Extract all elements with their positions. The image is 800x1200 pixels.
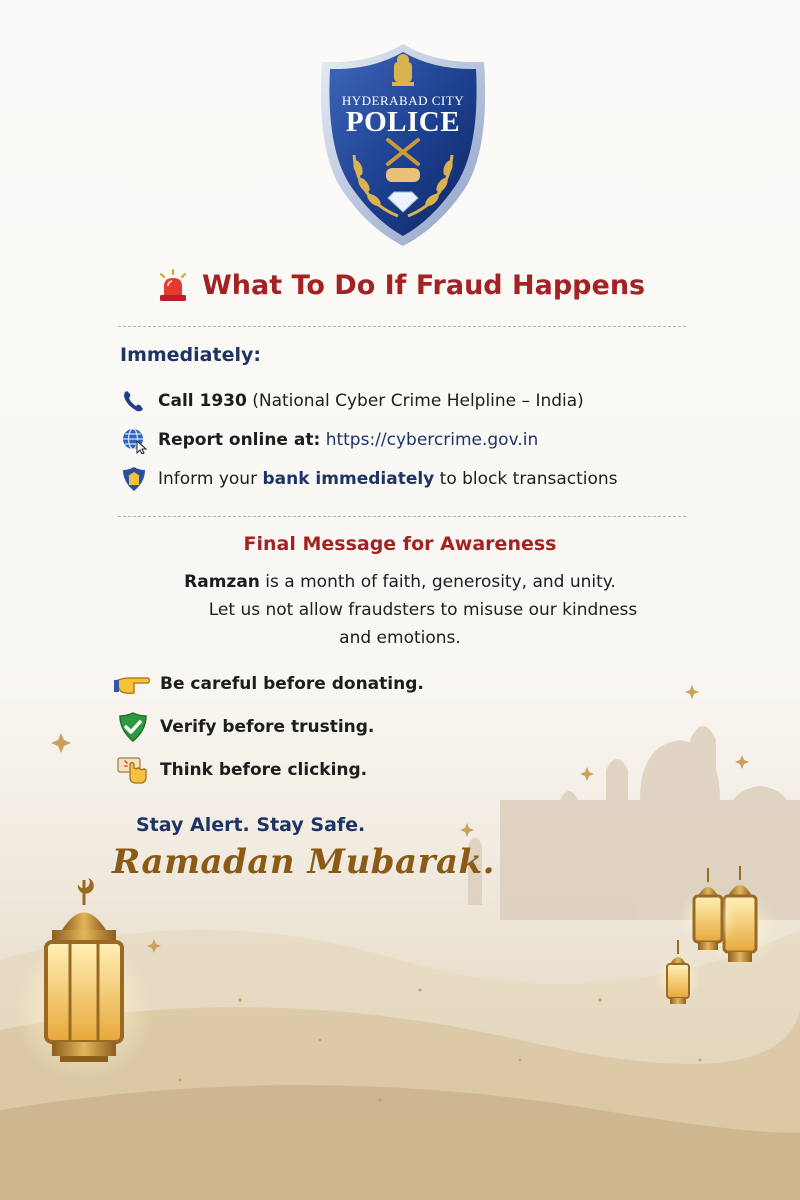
headline-text: What To Do If Fraud Happens	[201, 269, 646, 301]
message-line-2: Let us not allow fraudsters to misuse our kindness	[208, 600, 638, 620]
message-line-1: Ramzan is a month of faith, generosity, and unity.	[184, 572, 616, 592]
lantern-left	[14, 878, 154, 1080]
ramadan-mubarak-greeting: Ramadan Mubarak.	[112, 842, 495, 882]
message-ramzan: Ramzan	[184, 572, 260, 592]
awareness-message	[0, 568, 800, 652]
immediately-title: Immediately:	[120, 344, 261, 366]
click-hand-icon	[114, 755, 152, 785]
badge-police-label: POLICE	[345, 106, 461, 138]
tip-donating	[114, 668, 424, 700]
globe-icon	[120, 426, 148, 454]
stay-alert-slogan: Stay Alert. Stay Safe.	[136, 814, 366, 836]
mosque-silhouette	[468, 726, 800, 920]
divider-middle	[118, 516, 686, 517]
bank-shield-icon	[120, 465, 148, 493]
awareness-title: Final Message for Awareness	[243, 533, 557, 555]
tip-clicking	[114, 754, 367, 786]
step-call-rest: (National Cyber Crime Helpline – India)	[246, 391, 584, 411]
siren-icon	[155, 268, 191, 302]
step-bank-pre: Inform your	[158, 469, 263, 489]
tip-clicking-text: Think before clicking.	[160, 760, 368, 780]
step-call-helpline	[120, 387, 584, 415]
message-line-3: and emotions.	[339, 628, 461, 648]
headline	[0, 268, 800, 302]
cybercrime-link[interactable]: https://cybercrime.gov.in	[325, 430, 539, 450]
step-report-bold: Report online at:	[158, 430, 321, 450]
check-shield-icon	[114, 712, 152, 742]
phone-icon	[120, 387, 148, 415]
step-bank-post: to block transactions	[434, 469, 618, 489]
pointing-hand-icon	[114, 669, 152, 699]
tip-donating-text: Be careful before donating.	[160, 674, 424, 694]
step-bank-bold: bank immediately	[262, 469, 435, 489]
step-report-online	[120, 426, 538, 454]
police-badge-logo	[314, 40, 492, 250]
badge-city-label: HYDERABAD CITY	[341, 93, 465, 108]
divider-top	[118, 326, 686, 327]
lantern-right-3	[654, 940, 702, 1004]
step-call-bold: Call 1930	[158, 391, 247, 411]
tip-verify	[114, 711, 374, 743]
step-inform-bank	[120, 465, 618, 493]
tip-verify-text: Verify before trusting.	[160, 717, 375, 737]
